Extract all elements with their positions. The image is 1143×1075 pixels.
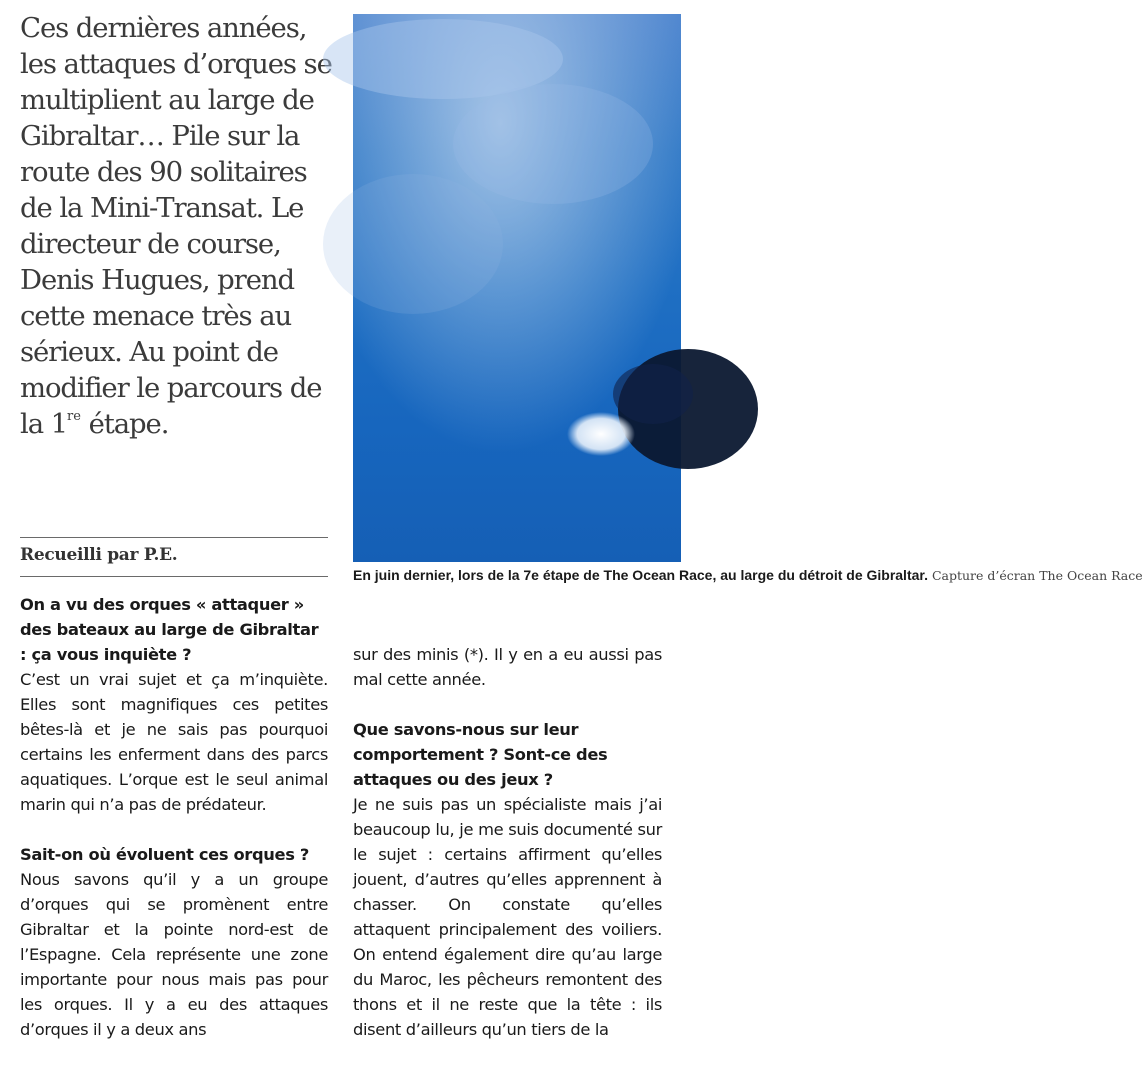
photo-credit: Capture d’écran The Ocean Race <box>927 568 1143 583</box>
answer-3: Je ne suis pas un spécialiste mais j’ai beaucoup lu, je me suis documenté sur le sujet : certains affirment qu’elles jouent, d’autres qu’elles apprennent à chasser. On constate qu’elles attaquent principalement des voiliers. On entend également dire qu’au large du Maroc, les pêcheurs remontent des thons et il ne reste que la tête : ils disent d’ailleurs qu’un tiers de la <box>353 795 662 1039</box>
orca-photo <box>353 14 681 562</box>
lede-end: étape. <box>80 408 169 440</box>
interview-column-left <box>20 592 328 1042</box>
byline-top-rule <box>20 537 328 538</box>
question-3: Que savons-nous sur leur comportement ? Sont-ce des attaques ou des jeux ? <box>353 720 608 789</box>
question-2: Sait-on où évoluent ces orques ? <box>20 845 309 864</box>
answer-2-continued: sur des minis (*). Il y en a eu aussi pas mal cette année. <box>353 645 662 689</box>
byline: Recueilli par P.E. <box>20 545 178 565</box>
lede-text: Ces dernières années, les attaques d’orques se multiplient au large de Gibraltar… Pile sur la route des 90 solitaires de la Mini-Transat. Le directeur de course, Denis Hugues, prend cette menace très au sérieux. Au point de modifier le parcours de la 1 <box>20 12 332 440</box>
answer-2: Nous savons qu’il y a un groupe d’orques qui se promènent entre Gibraltar et la pointe nord-est de l’Espagne. Cela représente une zone importante pour nous mais pas pour les orques. Il y a eu des attaques d’orques il y a deux ans <box>20 870 328 1039</box>
photo-caption <box>353 563 1143 588</box>
answer-1: C’est un vrai sujet et ça m’inquiète. Elles sont magnifiques ces petites bêtes-là et je ne sais pas pourquoi certains les enferment dans des parcs aquatiques. L’orque est le seul animal marin qui n’a pas de prédateur. <box>20 670 328 814</box>
lede-paragraph <box>20 10 332 442</box>
byline-bottom-rule <box>20 576 328 577</box>
lede-superscript: re <box>67 409 81 424</box>
interview-column-right <box>353 642 662 1042</box>
photo-caption-text: En juin dernier, lors de la 7e étape de The Ocean Race, au large du détroit de Gibraltar. <box>353 567 928 583</box>
orca-photo-illustration <box>353 14 681 562</box>
question-1: On a vu des orques « attaquer » des bateaux au large de Gibraltar : ça vous inquiète ? <box>20 595 319 664</box>
